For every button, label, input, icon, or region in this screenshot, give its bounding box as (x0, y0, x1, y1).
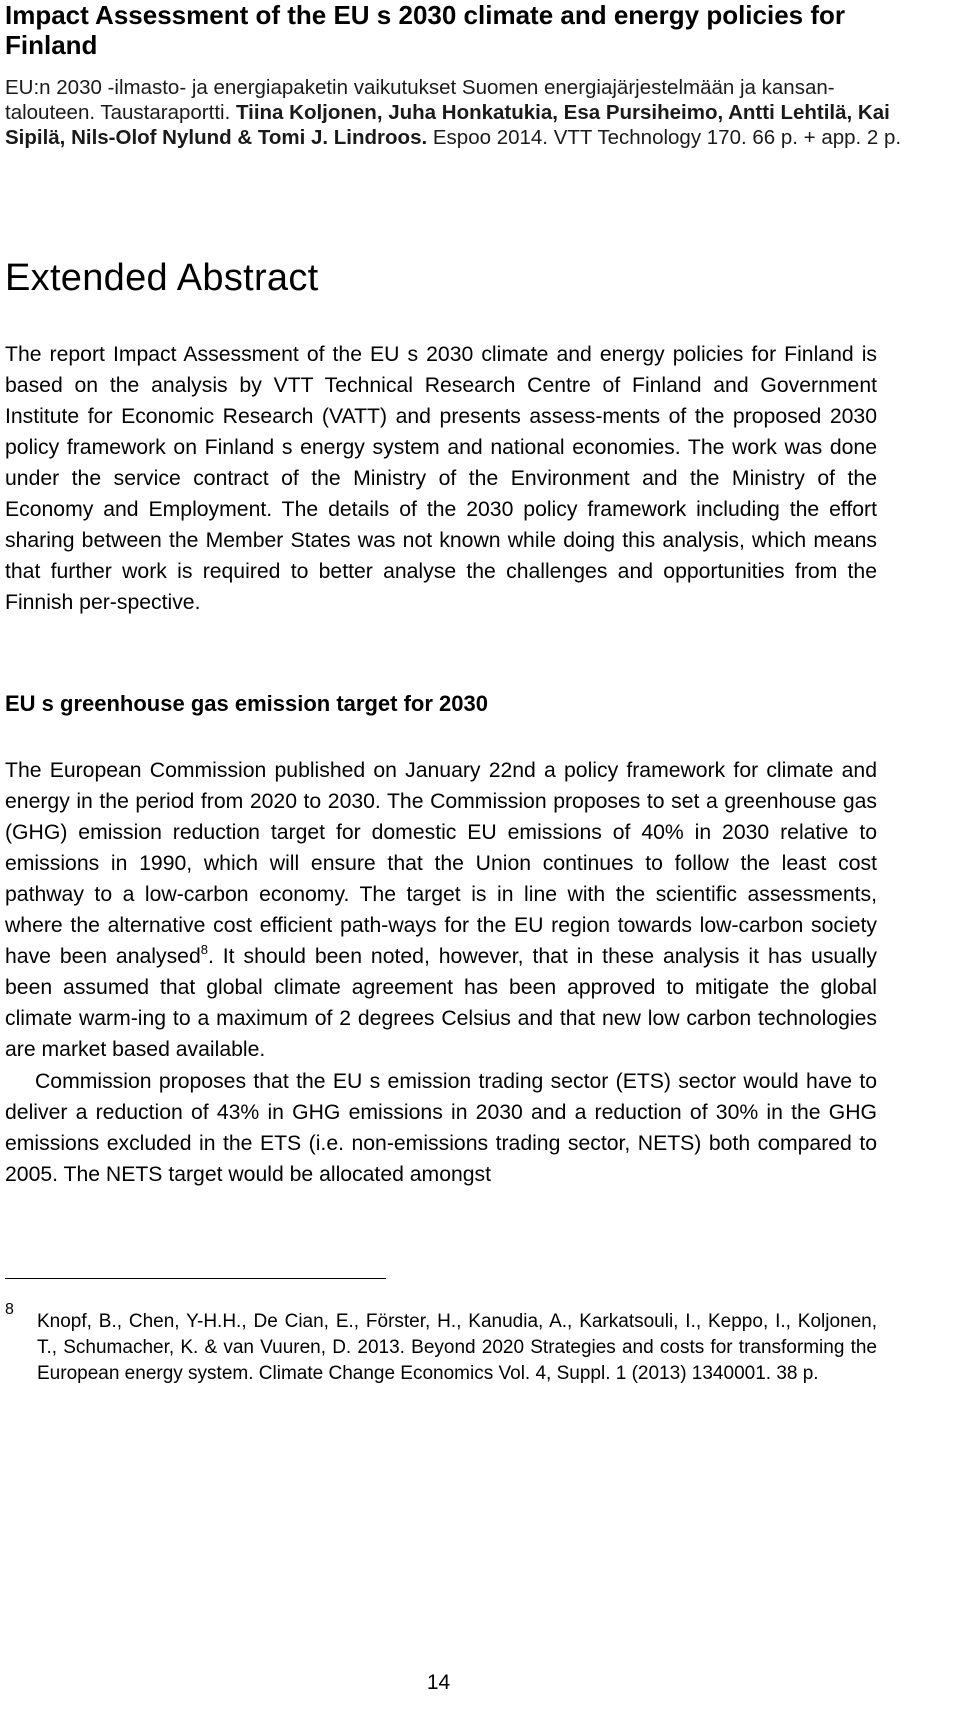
ghg-paragraph-text: The European Commission published on January 22nd a policy framework for climate and energy in the period from 2020 to 2030. The Commission proposes to set a greenhouse gas (GHG) emission reduction target for domestic EU emissions of 40% in 2030 relative to emissions in 1990, which will ensure that the Union continues to follow the least cost pathway to a low-carbon economy. The target is in line with the scientific assessments, where the alternative cost efficient path-ways for the EU region towards low-carbon society have been analysed (5, 759, 877, 968)
footnote-number: 8 (5, 1301, 14, 1318)
footnote (5, 1301, 877, 1387)
citation-series-title: EU:n 2030 -ilmasto- ja energiapaketin vaikutukset Suomen energiajärjestelmään ja kansan-talouteen. Taustaraportti. (5, 76, 835, 124)
citation-publication-info: Espoo 2014. VTT Technology 170. 66 p. + app. 2 p. (432, 126, 902, 149)
footnote-text: Knopf, B., Chen, Y-H.H., De Cian, E., Förster, H., Kanudia, A., Karkatsouli, I., Keppo, I., Koljonen, T., Schumacher, K. & van Vuuren, D. 2013. Beyond 2020 Strategies and costs for transforming the European energy system. Climate Change Economics Vol. 4, Suppl. 1 (2013) 1340001. 38 p. (37, 1311, 877, 1384)
footnote-divider (5, 1278, 386, 1279)
section-heading: Extended Abstract (5, 257, 319, 299)
citation-block (5, 75, 910, 150)
document-title: Impact Assessment of the EU s 2030 climate and energy policies for Finland (5, 0, 846, 60)
ets-paragraph: Commission proposes that the EU s emission trading sector (ETS) sector would have to deliver a reduction of 43% in GHG emissions in 2030 and a reduction of 30% in the GHG emissions excluded in the ETS (i.e. non-emissions trading sector, NETS) both compared to 2005. The NETS target would be allocated amongst (5, 1070, 877, 1186)
subheading: EU s greenhouse gas emission target for 2030 (5, 691, 488, 716)
ghg-target-paragraph (5, 755, 877, 1065)
intro-paragraph: The report Impact Assessment of the EU s 2030 climate and energy policies for Finland is based on the analysis by VTT Technical Research Centre of Finland and Government Institute for Economic Research (VATT) and presents assess-ments of the proposed 2030 policy framework on Finland s energy system and national economies. The work was done under the service contract of the Ministry of the Environment and the Ministry of the Economy and Employment. The details of the 2030 policy framework including the effort sharing between the Member States was not known while doing this analysis, which means that further work is required to better analyse the challenges and opportunities from the Finnish per-spective. (5, 343, 877, 614)
footnote-reference: 8 (200, 942, 208, 957)
citation-authors: Tiina Koljonen, Juha Honkatukia, Esa Pursiheimo, Antti Lehtilä, Kai Sipilä, Nils-Olof Nylund & Tomi J. Lindroos. (5, 101, 890, 149)
ghg-paragraph-text-continued: . It should been noted, however, that in these analysis it has usually been assumed that global climate agreement has been approved to mitigate the global climate warm-ing to a maximum of 2 degrees Celsius and that new low carbon technologies are market based available. (5, 945, 877, 1061)
page-number: 14 (426, 1671, 451, 1694)
